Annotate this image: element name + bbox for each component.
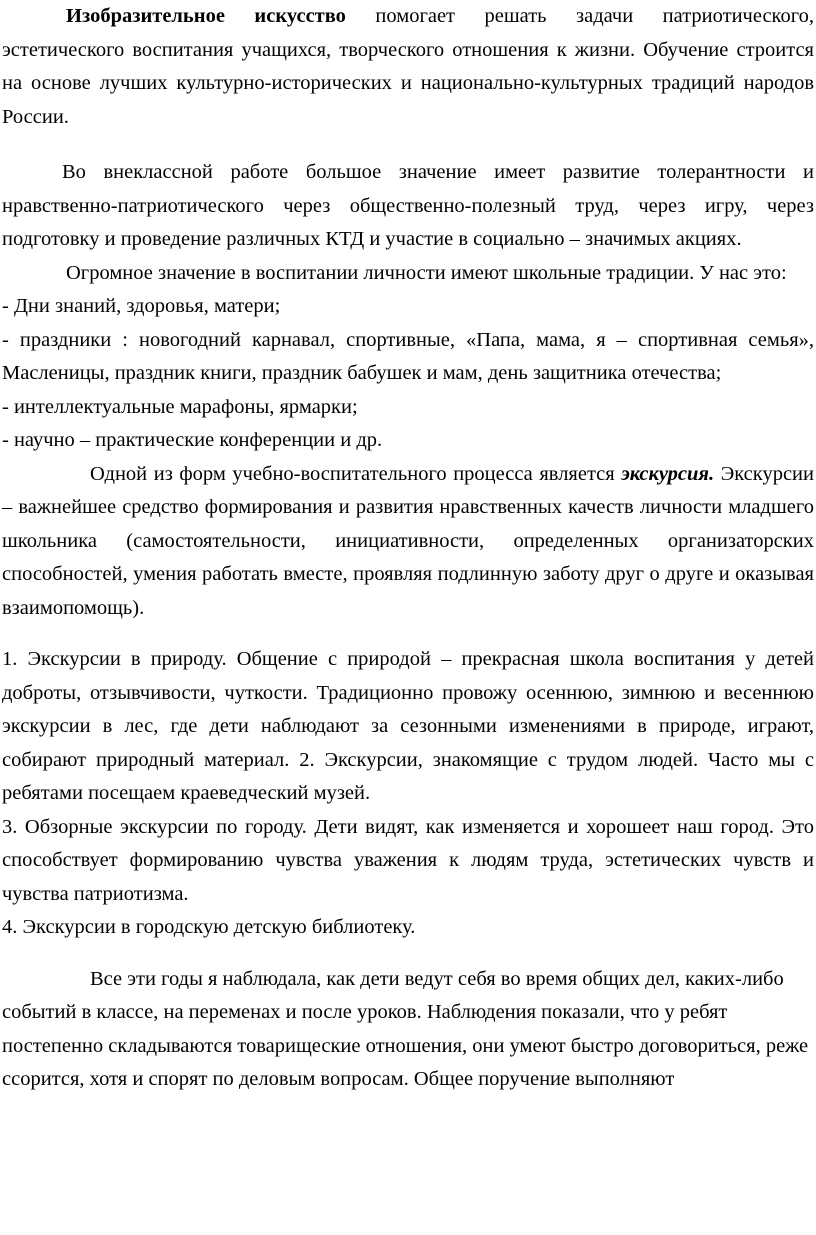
paragraph-text: Экскурсии – важнейшее средство формирования и развития нравственных качеств личности младшего школьника (самостоятельности, инициативности, определенных организаторских способностей, умения работать вместе, проявляя подлинную заботу друг о друге и оказывая взаимопомощь). xyxy=(2,462,814,619)
bold-term-fine-art: Изобразительное искусство xyxy=(66,5,346,27)
emphasis-excursion: экскурсия. xyxy=(621,462,715,485)
list-item: - интеллектуальные марафоны, ярмарки; xyxy=(2,395,358,418)
paragraph-city-excursions: 3. Обзорные экскурсии по городу. Дети видят, как изменяется и хорошеет наш город. Это способствует формированию чувства уважения к людям труда, эстетических чувств и чувства патриотизма. xyxy=(2,815,814,905)
paragraph-art-education xyxy=(2,0,814,134)
list-item: - Дни знаний, здоровья, матери; xyxy=(2,295,281,317)
list-item: - праздники : новогодний карнавал, спортивные, «Папа, мама, я – спортивная семья», Масленицы, праздник книги, праздник бабушек и мам, день защитника отечества; xyxy=(2,328,814,384)
paragraph-excursion xyxy=(2,458,814,626)
paragraph-text: помогает решать задачи патриотического, эстетического воспитания учащихся, творческого отношения к жизни. Обучение строится на основе лучших культурно-исторических и национально-культурных традиций народов России. xyxy=(2,5,814,128)
paragraph-text: Одной из форм учебно-воспитательного процесса является xyxy=(90,462,622,485)
paragraph-traditions: Огромное значение в воспитании личности имеют школьные традиции. У нас это: xyxy=(66,261,787,284)
paragraph-extracurricular: Во внеклассной работе большое значение имеет развитие толерантности и нравственно-патриотического через общественно-полезный труд, через игру, через подготовку и проведение различных КТД и участие в социально – значимых акциях. xyxy=(2,161,814,250)
paragraph-nature-excursions: 1. Экскурсии в природу. Общение с природой – прекрасная школа воспитания у детей доброты, отзывчивости, чуткости. Традиционно провожу осеннюю, зимнюю и весеннюю экскурсии в лес, где дети наблюдают за сезонными изменениями в природе, играют, собирают природный материал. 2. Экскурсии, знакомящие с трудом людей. Часто мы с ребятами посещаем краеведческий музей. xyxy=(2,648,814,804)
paragraph-observations: Все эти годы я наблюдала, как дети ведут себя во время общих дел, каких-либо событий в классе, на переменах и после уроков. Наблюдения показали, что у ребят постепенно складываются товарищеские отношения, они умеют быстро договориться, реже ссорится, хотя и спорят по деловым вопросам. Общее поручение выполняют xyxy=(2,967,809,1090)
paragraph-library-excursions: 4. Экскурсии в городскую детскую библиотеку. xyxy=(2,916,416,938)
list-item: - научно – практические конференции и др. xyxy=(2,429,383,451)
